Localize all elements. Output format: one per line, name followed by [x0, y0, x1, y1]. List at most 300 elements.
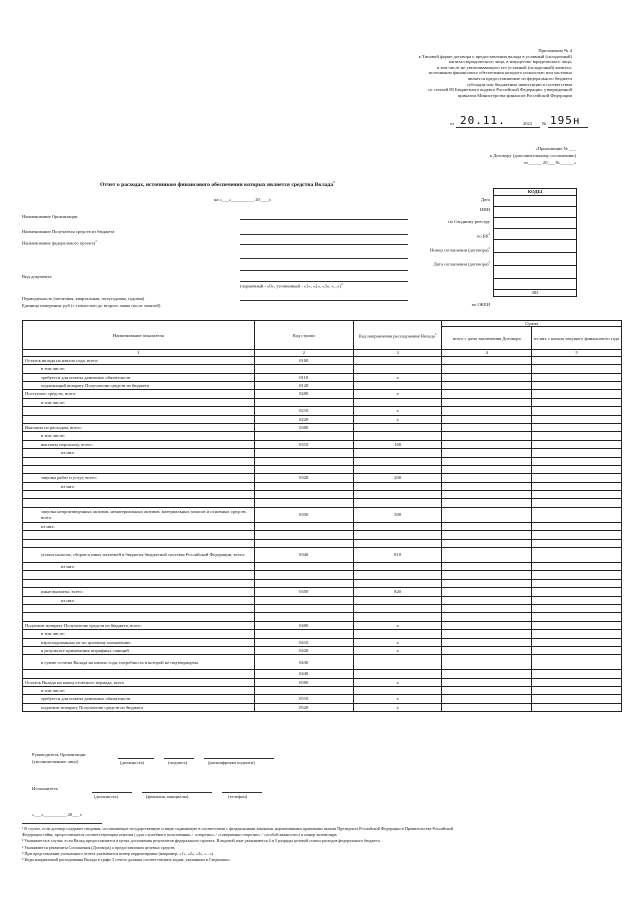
row-code-cell [254, 398, 353, 406]
head-sig-line[interactable] [164, 758, 194, 759]
report-date-line: на «___»__________ 20____г. [214, 197, 272, 202]
row-code-cell [254, 604, 353, 612]
code-label-contract-no: Номер соглашения (договора)$^3$ [429, 246, 490, 253]
exec-pos-line[interactable] [92, 792, 132, 793]
row-total-cell[interactable] [442, 613, 532, 621]
table-row [23, 491, 622, 499]
row-code-cell [254, 499, 353, 507]
row-name-cell: требуется для оплаты денежных обязательств [23, 695, 255, 703]
table-row [23, 440, 622, 448]
row-direction-cell: x [353, 638, 442, 646]
row-ytd-cell[interactable] [532, 548, 622, 563]
row-ytd-cell[interactable] [532, 381, 622, 389]
row-total-cell[interactable] [442, 356, 532, 364]
row-name-cell: закупка непроизведенных активов, нематериальных активов, материальных запасов и основных средств, всего: [23, 507, 255, 522]
col-header-ytd: из них с начала текущего финансового года [532, 327, 622, 350]
table-row [23, 531, 622, 539]
row-name-cell: израсходованных не по целевому назначению [23, 638, 255, 646]
head-pos: (должность) [120, 760, 145, 765]
row-direction-cell: 300 [353, 507, 442, 522]
report-title-text: Отчет о расходах, источником финансового обеспечения которых является средства Вклада [100, 181, 334, 188]
periodicity-line[interactable] [240, 300, 408, 301]
row-name-cell: Остаток вклада на начало года, всего: [23, 356, 255, 364]
row-direction-cell [353, 655, 442, 670]
row-total-cell[interactable] [442, 432, 532, 440]
code-label-inn: ИНН [480, 207, 490, 212]
row-code-cell: 0120 [254, 381, 353, 389]
blank-line-2 [240, 270, 408, 271]
code-cell-contract-no[interactable] [494, 240, 577, 253]
row-total-cell[interactable] [442, 482, 532, 490]
row-direction-cell: 810 [353, 548, 442, 563]
table-row [23, 423, 622, 431]
code-cell-bk[interactable] [494, 229, 577, 240]
row-ytd-cell[interactable] [532, 365, 622, 373]
row-code-cell: 0440 [254, 670, 353, 678]
row-direction-cell [353, 613, 442, 621]
code-cell-contract-date[interactable] [494, 253, 577, 266]
row-total-cell[interactable] [442, 465, 532, 473]
exec-fio-line[interactable] [142, 792, 212, 793]
row-code-cell: 0310 [254, 440, 353, 448]
row-total-cell[interactable] [442, 491, 532, 499]
row-name-cell [23, 457, 255, 465]
appendix-line: в том числе не увеличивающего его уставный (складочный) капитал, [436, 64, 572, 70]
row-code-cell [254, 365, 353, 373]
table-body [23, 356, 622, 711]
row-name-cell: в сумме остатка Вклада на начало года, потребность в которой не подтверждена [23, 655, 255, 670]
table-row [23, 465, 622, 473]
row-name-cell [23, 407, 255, 415]
row-name-cell: требуется для оплаты денежных обязательств [23, 373, 255, 381]
row-direction-cell [353, 465, 442, 473]
row-ytd-cell[interactable] [532, 356, 622, 364]
col-header-code: Код строки [254, 321, 353, 350]
contract-date: от______ 20___ №______» [523, 160, 576, 165]
row-direction-cell [353, 596, 442, 604]
row-ytd-cell[interactable] [532, 390, 622, 398]
row-direction-cell: x [353, 621, 442, 629]
row-total-cell[interactable] [442, 678, 532, 686]
row-code-cell: 0400 [254, 621, 353, 629]
row-name-cell [23, 415, 255, 423]
row-ytd-cell[interactable] [532, 474, 622, 482]
row-code-cell: 0510 [254, 695, 353, 703]
row-direction-cell [353, 630, 442, 638]
table-row [23, 482, 622, 490]
org-name-label: Наименование Организации [22, 214, 78, 219]
row-name-cell [23, 539, 255, 547]
to-contract: к Договору (дополнительному соглашению) [489, 153, 576, 158]
code-label-date: Дата [480, 197, 490, 202]
row-direction-cell: x [353, 695, 442, 703]
doc-type-hint: (первичный - «0», уточненный - «1», «2», «3», «...»)$^4$ [240, 282, 343, 289]
head-decode-line[interactable] [204, 758, 274, 759]
exec-pos: (должность) [94, 794, 119, 799]
unit-label: Единица измерения: руб (с точностью до второго знака после запятой) [22, 303, 161, 308]
table-row [23, 398, 622, 406]
row-ytd-cell[interactable] [532, 695, 622, 703]
row-total-cell[interactable] [442, 423, 532, 431]
row-ytd-cell[interactable] [532, 613, 622, 621]
row-code-cell [254, 613, 353, 621]
row-ytd-cell[interactable] [532, 522, 622, 530]
appendix-line: Приложение № 4 [538, 48, 572, 53]
row-ytd-cell[interactable] [532, 407, 622, 415]
row-total-cell[interactable] [442, 687, 532, 695]
doc-type-label: Вид документа [22, 274, 52, 279]
main-table [22, 320, 622, 712]
row-direction-cell [353, 531, 442, 539]
row-code-cell: 0330 [254, 507, 353, 522]
row-ytd-cell[interactable] [532, 491, 622, 499]
code-cell-registry[interactable] [494, 218, 577, 229]
appendix-line: является предоставляемые из федерального бюджета [467, 75, 572, 81]
row-code-cell: 0420 [254, 646, 353, 654]
row-direction-cell [353, 432, 442, 440]
row-total-cell[interactable] [442, 507, 532, 522]
table-row [23, 630, 622, 638]
row-name-cell [23, 670, 255, 678]
row-ytd-cell[interactable] [532, 457, 622, 465]
row-direction-cell [353, 539, 442, 547]
row-name-cell: из них: [23, 596, 255, 604]
row-direction-cell [353, 571, 442, 579]
row-code-cell: 0410 [254, 638, 353, 646]
row-name-cell [23, 613, 255, 621]
row-total-cell[interactable] [442, 588, 532, 596]
head-pos-line[interactable] [118, 758, 154, 759]
row-name-cell: выплаты персоналу, всего: [23, 440, 255, 448]
appendix-header [300, 48, 572, 98]
recipient-label: Наименование Получателя средств из бюджета [22, 229, 115, 234]
row-direction-cell [353, 579, 442, 587]
row-total-cell[interactable] [442, 415, 532, 423]
row-direction-cell: x [353, 703, 442, 711]
row-name-cell: подлежит возврату Получателю средств из бюджета [23, 703, 255, 711]
table-row [23, 646, 622, 654]
col-num-2: 2 [254, 350, 353, 356]
row-total-cell[interactable] [442, 703, 532, 711]
row-ytd-cell[interactable] [532, 563, 622, 571]
code-cell-period[interactable] [494, 279, 577, 290]
table-row [23, 613, 622, 621]
appendix-line: субсидии или бюджетные инвестиции в соответствии [466, 81, 572, 87]
row-direction-cell: x [353, 373, 442, 381]
main-table-wrap [22, 320, 622, 712]
row-total-cell[interactable] [442, 457, 532, 465]
row-direction-cell [353, 449, 442, 457]
row-code-cell [254, 432, 353, 440]
row-ytd-cell[interactable] [532, 415, 622, 423]
row-name-cell [23, 531, 255, 539]
row-direction-cell [353, 398, 442, 406]
row-ytd-cell[interactable] [532, 440, 622, 448]
row-ytd-cell[interactable] [532, 646, 622, 654]
row-total-cell[interactable] [442, 373, 532, 381]
row-total-cell[interactable] [442, 474, 532, 482]
row-ytd-cell[interactable] [532, 638, 622, 646]
col-num-5: 5 [532, 350, 622, 356]
table-row [23, 507, 622, 522]
appendix-line: со статьей 80 Бюджетного кодекса Российской Федерации, утвержденной [427, 87, 572, 93]
row-total-cell[interactable] [442, 655, 532, 670]
row-total-cell[interactable] [442, 522, 532, 530]
row-name-cell [23, 491, 255, 499]
table-row [23, 579, 622, 587]
row-name-cell: Выплаты по расходам, всего: [23, 423, 255, 431]
row-code-cell: 0320 [254, 474, 353, 482]
row-ytd-cell[interactable] [532, 465, 622, 473]
row-direction-cell: x [353, 415, 442, 423]
row-ytd-cell[interactable] [532, 432, 622, 440]
row-ytd-cell[interactable] [532, 398, 622, 406]
order-line [430, 114, 590, 130]
row-total-cell[interactable] [442, 579, 532, 587]
code-label-okei: по ОКЕИ [471, 302, 490, 307]
row-direction-cell: 200 [353, 474, 442, 482]
row-code-cell [254, 596, 353, 604]
appendix-line: капитал юридического лица, в имущество юридического лица, [449, 59, 572, 65]
row-ytd-cell[interactable] [532, 373, 622, 381]
row-total-cell[interactable] [442, 571, 532, 579]
head-label: Руководитель Организации [32, 752, 86, 757]
row-code-cell [254, 449, 353, 457]
row-ytd-cell[interactable] [532, 499, 622, 507]
appendix-lines [300, 48, 572, 98]
row-code-cell: 0300 [254, 423, 353, 431]
row-ytd-cell[interactable] [532, 531, 622, 539]
row-code-cell [254, 571, 353, 579]
row-ytd-cell[interactable] [532, 571, 622, 579]
row-name-cell: Подлежит возврату Получателю средств из бюджета, всего: [23, 621, 255, 629]
table-row [23, 655, 622, 670]
row-total-cell[interactable] [442, 695, 532, 703]
row-name-cell: в том числе: [23, 365, 255, 373]
row-ytd-cell[interactable] [532, 703, 622, 711]
row-ytd-cell[interactable] [532, 507, 622, 522]
footnote: Федерации тайну, предоставляется соответствующим отметки («для служебного пользования» / «секретно» / «совершенно секретно» / «особой важности») и номер экземпляра. [22, 832, 338, 838]
code-cell-inn[interactable] [494, 207, 577, 218]
org-name-line[interactable] [240, 219, 408, 220]
row-code-cell [254, 457, 353, 465]
table-row [23, 390, 622, 398]
row-code-cell: 0200 [254, 390, 353, 398]
footnote: ⁵ Коды направлений расходования Вклада в графе 3 отчета должны соответствовать кодам, указанным в Сведениях». [22, 857, 232, 863]
exec-label: Исполнитель [32, 786, 58, 791]
col-num-3: 3 [353, 350, 442, 356]
row-total-cell[interactable] [442, 596, 532, 604]
row-name-cell [23, 499, 255, 507]
row-direction-cell: 820 [353, 588, 442, 596]
row-code-cell: 0100 [254, 356, 353, 364]
row-total-cell[interactable] [442, 621, 532, 629]
table-row [23, 522, 622, 530]
row-direction-cell [353, 563, 442, 571]
row-direction-cell: x [353, 646, 442, 654]
row-code-cell: 0340 [254, 548, 353, 563]
row-direction-cell: 100 [353, 440, 442, 448]
table-row [23, 474, 622, 482]
row-total-cell[interactable] [442, 440, 532, 448]
order-no: 195н [550, 114, 581, 127]
exec-phone: (телефон) [228, 794, 248, 799]
row-ytd-cell[interactable] [532, 604, 622, 612]
row-ytd-cell[interactable] [532, 621, 622, 629]
code-label-bk: по $БК^2$ [476, 232, 490, 239]
signature-block [22, 750, 622, 820]
row-code-cell [254, 482, 353, 490]
row-ytd-cell[interactable] [532, 655, 622, 670]
table-row [23, 638, 622, 646]
row-code-cell [254, 687, 353, 695]
row-name-cell: Остаток Вклада на конец отчетного периода, всего [23, 678, 255, 686]
row-total-cell[interactable] [442, 365, 532, 373]
row-code-cell [254, 563, 353, 571]
footnote: ² Указывается в случае, если Вклад предоставляется в целях достижения результатов федерального проекта. В кодовой зоне указываются 4 и 5 разряды целевой статьи расходов федерального бюджета. [22, 838, 381, 844]
table-row [23, 449, 622, 457]
row-ytd-cell[interactable] [532, 482, 622, 490]
col-header-sum: Сумма [442, 321, 622, 327]
order-year: 2021 [523, 121, 533, 126]
row-ytd-cell[interactable] [532, 579, 622, 587]
row-name-cell: Поступило средств, всего: [23, 390, 255, 398]
app-no: «Приложение № ___ [535, 146, 576, 151]
row-total-cell[interactable] [442, 531, 532, 539]
code-label-registry: по Сводному реестру [448, 219, 490, 224]
row-direction-cell [353, 499, 442, 507]
row-direction-cell: x [353, 678, 442, 686]
table-row [23, 678, 622, 686]
recipient-line[interactable] [240, 234, 408, 235]
table-row [23, 415, 622, 423]
footnote-separator [22, 823, 102, 824]
row-direction-cell [353, 381, 442, 389]
report-title [100, 180, 335, 188]
appendix-line: к Типовой форме договора о предоставлении вклада в уставный (складочный) [418, 53, 572, 59]
appendix-line: источником финансового обеспечения которого полностью или частично [428, 70, 572, 76]
row-ytd-cell[interactable] [532, 449, 622, 457]
row-direction-cell [353, 687, 442, 695]
table-row [23, 695, 622, 703]
appendix-line: приказом Министерства финансов Российской Федерации [457, 92, 572, 98]
col-num-1: 1 [23, 350, 255, 356]
row-name-cell: иные выплаты, всего: [23, 588, 255, 596]
row-ytd-cell[interactable] [532, 588, 622, 596]
table-row [23, 596, 622, 604]
exec-fio: (фамилия, инициалы) [146, 794, 189, 799]
row-total-cell[interactable] [442, 539, 532, 547]
row-ytd-cell[interactable] [532, 670, 622, 678]
head-label-2: (уполномоченное лицо) [32, 759, 79, 764]
row-code-cell: 0110 [254, 373, 353, 381]
row-code-cell [254, 539, 353, 547]
row-code-cell [254, 491, 353, 499]
row-name-cell: закупка работ и услуг, всего: [23, 474, 255, 482]
col-header-name: Наименование показателя [23, 321, 255, 350]
federal-project-label: Наименование федерального проекта$^2$ [22, 239, 97, 246]
code-label-contract-date: Дата соглашения (договора)$^3$ [433, 260, 490, 267]
row-name-cell: в результате применения штрафных санкций [23, 646, 255, 654]
table-row [23, 703, 622, 711]
row-ytd-cell[interactable] [532, 630, 622, 638]
row-ytd-cell[interactable] [532, 687, 622, 695]
footnote: ¹ В случае, если договор содержит сведения, составляющие государственную и иную охраняемую в соответствии с федеральными законами, нормативными правовыми актами Президента Российской Федерации и Правительства Российской [22, 826, 453, 831]
row-name-cell [23, 465, 255, 473]
col-header-direction: Код направления расходования Вклада$^5$ [353, 321, 442, 350]
code-cell-okei: 383 [494, 290, 577, 297]
row-total-cell[interactable] [442, 390, 532, 398]
row-direction-cell [353, 423, 442, 431]
row-ytd-cell[interactable] [532, 423, 622, 431]
federal-project-line[interactable] [240, 244, 408, 245]
col-num-4: 4 [442, 350, 532, 356]
row-total-cell[interactable] [442, 638, 532, 646]
row-ytd-cell[interactable] [532, 539, 622, 547]
table-row [23, 621, 622, 629]
row-name-cell: из них: [23, 563, 255, 571]
footnotes [22, 826, 612, 863]
periodicity-label: Периодичность (месячная, квартальная, полугодовая, годовая) [22, 296, 145, 301]
row-direction-cell [353, 482, 442, 490]
row-total-cell[interactable] [442, 604, 532, 612]
head-decode: (расшифровка подписи) [208, 760, 255, 765]
row-total-cell[interactable] [442, 407, 532, 415]
row-name-cell: из них: [23, 449, 255, 457]
row-total-cell[interactable] [442, 381, 532, 389]
row-name-cell: из них: [23, 482, 255, 490]
row-total-cell[interactable] [442, 499, 532, 507]
table-row [23, 381, 622, 389]
row-name-cell: в том числе: [23, 398, 255, 406]
row-name-cell: в том числе: [23, 630, 255, 638]
row-total-cell[interactable] [442, 670, 532, 678]
table-row [23, 539, 622, 547]
table-row [23, 499, 622, 507]
row-name-cell: из них: [23, 522, 255, 530]
row-code-cell [254, 465, 353, 473]
table-row [23, 373, 622, 381]
row-direction-cell [353, 522, 442, 530]
row-name-cell: в том числе: [23, 687, 255, 695]
exec-phone-line[interactable] [222, 792, 262, 793]
row-name-cell: подлежащий возврату Получателю средств из бюджета [23, 381, 255, 389]
row-total-cell[interactable] [442, 548, 532, 563]
row-direction-cell [353, 457, 442, 465]
row-total-cell[interactable] [442, 449, 532, 457]
table-row [23, 548, 622, 563]
row-ytd-cell[interactable] [532, 596, 622, 604]
row-code-cell: 0500 [254, 678, 353, 686]
table-row [23, 670, 622, 678]
code-cell-doctype[interactable] [494, 266, 577, 279]
row-total-cell[interactable] [442, 646, 532, 654]
row-code-cell: 0520 [254, 703, 353, 711]
row-total-cell[interactable] [442, 630, 532, 638]
row-code-cell: 0220 [254, 415, 353, 423]
codes-box [493, 188, 577, 297]
row-direction-cell [353, 491, 442, 499]
row-ytd-cell[interactable] [532, 678, 622, 686]
table-row [23, 407, 622, 415]
table-row [23, 571, 622, 579]
row-total-cell[interactable] [442, 398, 532, 406]
row-total-cell[interactable] [442, 563, 532, 571]
code-cell-date[interactable] [494, 196, 577, 207]
row-code-cell: 0350 [254, 588, 353, 596]
footnote: ³ Указываются реквизиты Соглашения (Договора) о предоставлении целевых средств. [22, 844, 176, 850]
order-no-label: № [542, 121, 547, 126]
